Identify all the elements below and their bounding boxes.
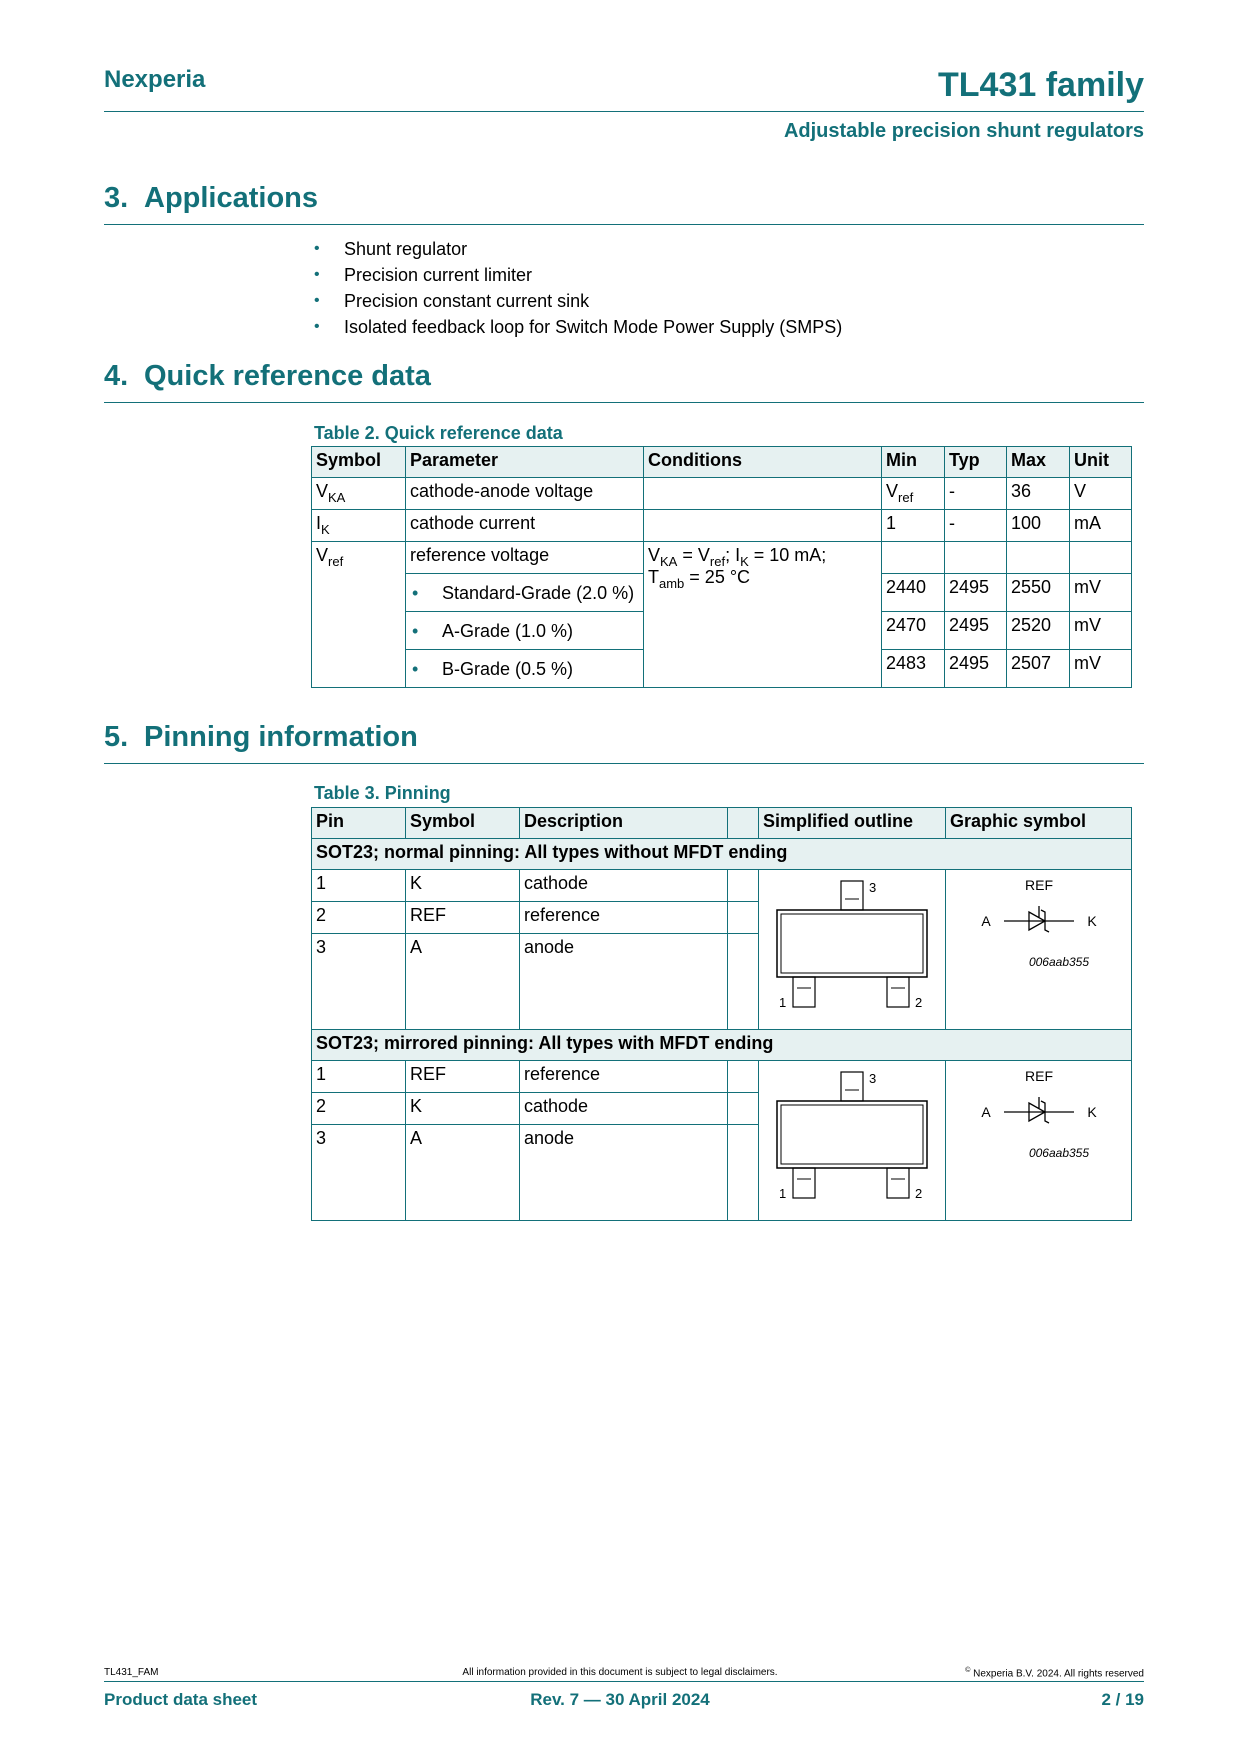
pin-cell: 3 xyxy=(312,1125,406,1221)
package-body-inner xyxy=(781,914,923,973)
product-subtitle: Adjustable precision shunt regulators xyxy=(783,120,1144,142)
figure-code: 006aab355 xyxy=(1028,1146,1090,1160)
bullet-icon: • xyxy=(412,582,419,603)
pin-2-label: 2 xyxy=(915,995,923,1010)
ref-label: REF xyxy=(1025,1068,1053,1084)
symbol-cell: K xyxy=(406,1093,520,1125)
parameter-cell: • B-Grade (0.5 %) xyxy=(406,650,644,688)
min-cell: $V_{ref}$ xyxy=(882,478,945,510)
brand-name: Nexperia xyxy=(104,66,206,93)
description-cell: anode xyxy=(520,934,728,1030)
revision: Rev. 7 — 30 April 2024 xyxy=(530,1690,710,1709)
applications-list xyxy=(314,236,842,340)
bullet-icon: • xyxy=(314,266,320,283)
shunt-regulator-symbol xyxy=(946,1061,1132,1215)
parameter-cell: • A-Grade (1.0 %) xyxy=(406,612,644,650)
list-item: • Shunt regulator xyxy=(314,236,842,262)
pin-1-label: 1 xyxy=(779,995,787,1010)
description-cell: reference xyxy=(520,1061,728,1093)
table-caption: Table 3. Pinning xyxy=(314,783,451,803)
section-title-text: Applications xyxy=(144,182,319,214)
bullet-icon: • xyxy=(314,292,320,309)
section-applications-title xyxy=(104,182,318,215)
package-body-inner xyxy=(781,1105,923,1164)
symbol-cell: REF xyxy=(406,1061,520,1093)
description-cell: reference xyxy=(520,902,728,934)
description-cell: anode xyxy=(520,1125,728,1221)
pin-2-lead xyxy=(887,1168,909,1198)
pin-cell: 2 xyxy=(312,1093,406,1125)
section-rule xyxy=(104,224,1144,225)
table-row xyxy=(312,1061,1132,1093)
pin-3-lead xyxy=(841,881,863,910)
section-title-text: Pinning information xyxy=(144,721,418,753)
cathode-label: K xyxy=(1087,913,1097,929)
column-header xyxy=(728,808,759,839)
max-cell: 2507 xyxy=(1007,650,1070,688)
list-item: • Precision current limiter xyxy=(314,262,842,288)
anode-label: A xyxy=(981,913,991,929)
parameter-cell: reference voltage xyxy=(406,542,644,574)
max-cell: 2520 xyxy=(1007,612,1070,650)
min-cell: 2470 xyxy=(882,612,945,650)
copyright: © Nexperia B.V. 2024. All rights reserved xyxy=(965,1667,1144,1680)
pin-3-label: 3 xyxy=(869,1071,877,1086)
document-id: TL431_FAM xyxy=(104,1667,159,1678)
ref-label: REF xyxy=(1025,877,1053,893)
symbol-cell: REF xyxy=(406,902,520,934)
section-rule xyxy=(104,402,1144,403)
max-cell xyxy=(1007,542,1070,574)
footer-rule xyxy=(104,1681,1144,1682)
table-header-row xyxy=(312,808,1132,839)
column-header: Unit xyxy=(1070,447,1132,478)
column-header: Typ xyxy=(945,447,1007,478)
section-rule xyxy=(104,763,1144,764)
unit-cell: mV xyxy=(1070,574,1132,612)
header-rule xyxy=(104,111,1144,112)
table-caption: Table 2. Quick reference data xyxy=(314,423,563,443)
typ-cell: 2495 xyxy=(945,574,1007,612)
symbol-cell: $V_{KA}$ xyxy=(312,478,406,510)
pin-cell: 1 xyxy=(312,870,406,902)
outline-cell xyxy=(759,870,946,1030)
table-row xyxy=(312,542,1132,574)
min-cell: 2440 xyxy=(882,574,945,612)
group-title: SOT23; normal pinning: All types without MFDT ending xyxy=(312,839,1132,870)
typ-cell: 2495 xyxy=(945,650,1007,688)
pinning-table xyxy=(311,807,1132,1221)
empty-cell xyxy=(728,1125,759,1221)
column-header: Symbol xyxy=(312,447,406,478)
sot23-outline-figure xyxy=(759,870,946,1024)
column-header: Pin xyxy=(312,808,406,839)
conditions-cell xyxy=(644,510,882,542)
symbol-cell: $I_K$ xyxy=(312,510,406,542)
typ-cell: - xyxy=(945,478,1007,510)
outline-cell xyxy=(759,1061,946,1221)
document-type: Product data sheet xyxy=(104,1690,258,1709)
list-item: • Isolated feedback loop for Switch Mode Power Supply (SMPS) xyxy=(314,314,842,340)
sot23-outline-figure xyxy=(759,1061,946,1215)
column-header: Min xyxy=(882,447,945,478)
unit-cell: mV xyxy=(1070,650,1132,688)
pin-1-lead xyxy=(793,977,815,1007)
list-item: • Precision constant current sink xyxy=(314,288,842,314)
section-number: 3. xyxy=(104,182,129,214)
legal-disclaimer: All information provided in this document is subject to legal disclaimers. xyxy=(462,1667,778,1678)
pin-2-lead xyxy=(887,977,909,1007)
graphic-symbol-cell xyxy=(946,870,1132,1030)
bullet-icon: • xyxy=(412,658,419,679)
figure-code: 006aab355 xyxy=(1028,955,1090,969)
pin-2-label: 2 xyxy=(915,1186,923,1201)
parameter-cell: cathode current xyxy=(406,510,644,542)
column-header: Symbol xyxy=(406,808,520,839)
pin-cell: 3 xyxy=(312,934,406,1030)
table-row xyxy=(312,478,1132,510)
column-header: Parameter xyxy=(406,447,644,478)
pin-3-label: 3 xyxy=(869,880,877,895)
column-header: Max xyxy=(1007,447,1070,478)
group-header-row xyxy=(312,1030,1132,1061)
parameter-cell: • Standard-Grade (2.0 %) xyxy=(406,574,644,612)
description-cell: cathode xyxy=(520,1093,728,1125)
section-number: 5. xyxy=(104,721,129,753)
table-row xyxy=(312,870,1132,902)
group-title: SOT23; mirrored pinning: All types with MFDT ending xyxy=(312,1030,1132,1061)
empty-cell xyxy=(728,902,759,934)
group-header-row xyxy=(312,839,1132,870)
package-body-outer xyxy=(777,910,927,977)
section-number: 4. xyxy=(104,360,129,392)
pin-3-lead xyxy=(841,1072,863,1101)
parameter-cell: cathode-anode voltage xyxy=(406,478,644,510)
shunt-regulator-symbol xyxy=(946,870,1132,1024)
unit-cell: mV xyxy=(1070,612,1132,650)
cathode-label: K xyxy=(1087,1104,1097,1120)
graphic-symbol-cell xyxy=(946,1061,1132,1221)
page-number: 2 / 19 xyxy=(1101,1690,1144,1709)
unit-cell: mA xyxy=(1070,510,1132,542)
min-cell: 1 xyxy=(882,510,945,542)
section-pinning-title xyxy=(104,721,418,754)
description-cell: cathode xyxy=(520,870,728,902)
conditions-cell xyxy=(644,478,882,510)
symbol-cell: A xyxy=(406,934,520,1030)
bullet-icon: • xyxy=(314,318,320,335)
symbol-cell: A xyxy=(406,1125,520,1221)
typ-cell: 2495 xyxy=(945,612,1007,650)
unit-cell: V xyxy=(1070,478,1132,510)
pin-cell: 1 xyxy=(312,1061,406,1093)
symbol-cell: K xyxy=(406,870,520,902)
unit-cell xyxy=(1070,542,1132,574)
quick-reference-table xyxy=(311,446,1132,688)
empty-cell xyxy=(728,934,759,1030)
empty-cell xyxy=(728,870,759,902)
conditions-cell: $V_{KA} = V_{ref}$; $I_K = 10$ mA; $T_{amb} = 25$ °C xyxy=(644,542,882,688)
column-header: Graphic symbol xyxy=(946,808,1132,839)
anode-label: A xyxy=(981,1104,991,1120)
bullet-icon: • xyxy=(314,240,320,257)
table-header-row xyxy=(312,447,1132,478)
symbol-cell: $V_{ref}$ xyxy=(312,542,406,688)
pin-cell: 2 xyxy=(312,902,406,934)
typ-cell xyxy=(945,542,1007,574)
column-header: Conditions xyxy=(644,447,882,478)
pin-1-lead xyxy=(793,1168,815,1198)
min-cell xyxy=(882,542,945,574)
empty-cell xyxy=(728,1061,759,1093)
max-cell: 100 xyxy=(1007,510,1070,542)
package-body-outer xyxy=(777,1101,927,1168)
section-title-text: Quick reference data xyxy=(144,360,431,392)
empty-cell xyxy=(728,1093,759,1125)
column-header: Description xyxy=(520,808,728,839)
bullet-icon: • xyxy=(412,620,419,641)
typ-cell: - xyxy=(945,510,1007,542)
column-header: Simplified outline xyxy=(759,808,946,839)
product-title: TL431 family xyxy=(938,66,1144,104)
pin-1-label: 1 xyxy=(779,1186,787,1201)
max-cell: 36 xyxy=(1007,478,1070,510)
table-row xyxy=(312,510,1132,542)
section-quick-ref-title xyxy=(104,360,431,393)
max-cell: 2550 xyxy=(1007,574,1070,612)
min-cell: 2483 xyxy=(882,650,945,688)
